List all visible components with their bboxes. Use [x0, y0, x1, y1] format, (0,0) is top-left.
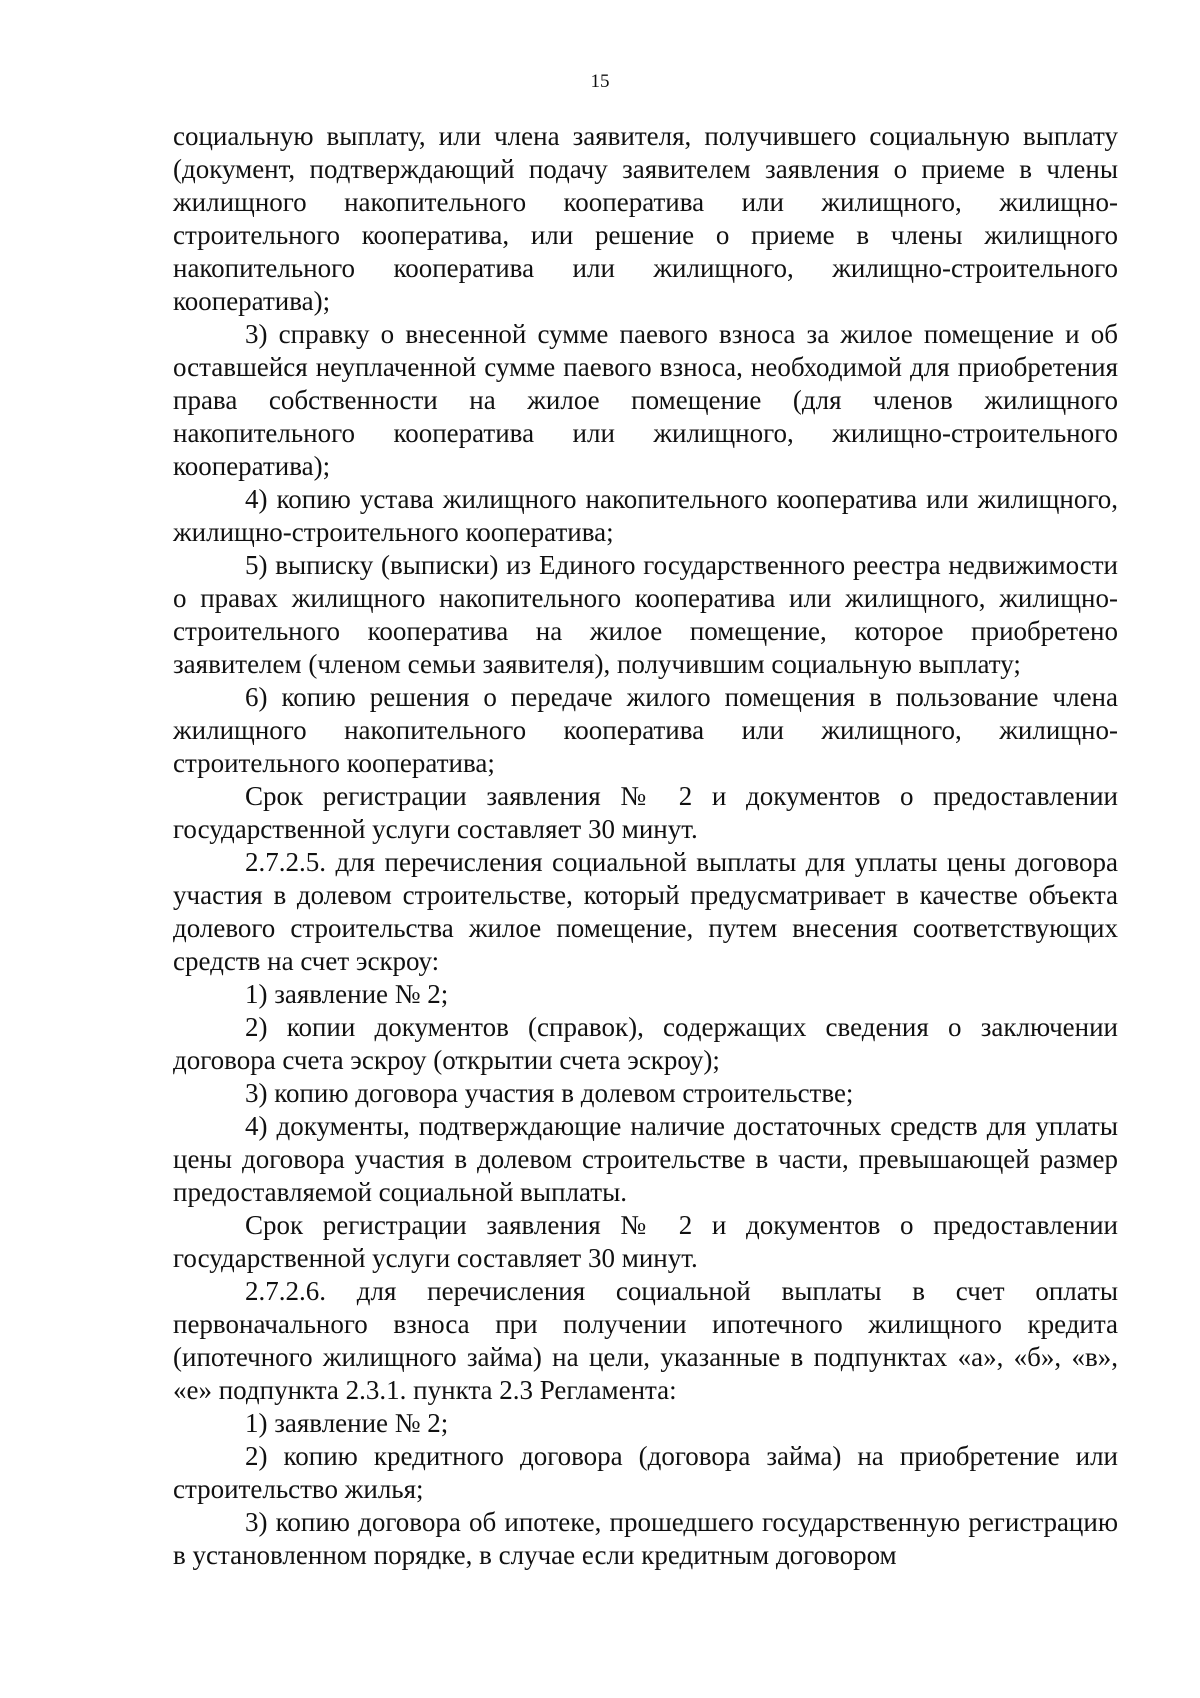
paragraph-list-item: 4) документы, подтверждающие наличие достаточных средств для уплаты цены договора участия в долевом строительстве в части, превышающей размер предоставляемой социальной выплаты. [173, 1111, 1118, 1207]
page-number: 15 [590, 71, 610, 92]
paragraph-continued: социальную выплату, или члена заявителя, получившего социальную выплату (документ, подтверждающий подачу заявителем заявления о приеме в члены жилищного накопительного кооператива или жилищного, жилищно-строительного кооператива, или решение о приеме в члены жилищного накопительного кооператива или жилищного, жилищно-строительного кооператива); [173, 121, 1118, 316]
paragraph-list-item: 2) копии документов (справок), содержащих сведения о заключении договора счета эскроу (открытии счета эскроу); [173, 1012, 1118, 1075]
paragraph-list-item: 1) заявление № 2; [245, 1408, 449, 1438]
paragraph-registration-term: Срок регистрации заявления № 2 и документов о предоставлении государственной услуги составляет 30 минут. [173, 781, 1118, 844]
paragraph-item-3: 3) справку о внесенной сумме паевого взноса за жилое помещение и об оставшейся неуплаченной сумме паевого взноса, необходимой для приобретения права собственности на жилое помещение (для членов жилищного накопительного кооператива или жилищного, жилищно-строительного кооператива); [173, 319, 1118, 481]
paragraph-section-2-7-2-6: 2.7.2.6. для перечисления социальной выплаты в счет оплаты первоначального взноса при получении ипотечного жилищного кредита (ипотечного жилищного займа) на цели, указанные в подпунктах «а», «б», «в», «е» подпункта 2.3.1. пункта 2.3 Регламента: [173, 1276, 1118, 1405]
paragraph-item-6: 6) копию решения о передаче жилого помещения в пользование члена жилищного накопительного кооператива или жилищного, жилищно-строительного кооператива; [173, 682, 1118, 778]
paragraph-list-item: 3) копию договора об ипотеке, прошедшего государственную регистрацию в установленном порядке, в случае если кредитным договором [173, 1507, 1118, 1570]
paragraph-item-5: 5) выписку (выписки) из Единого государственного реестра недвижимости о правах жилищного накопительного кооператива или жилищного, жилищно-строительного кооператива на жилое помещение, которое приобретено заявителем (членом семьи заявителя), получившим социальную выплату; [173, 550, 1118, 679]
paragraph-list-item: 3) копию договора участия в долевом строительстве; [245, 1078, 854, 1108]
paragraph-list-item: 2) копию кредитного договора (договора займа) на приобретение или строительство жилья; [173, 1441, 1118, 1504]
paragraph-list-item: 1) заявление № 2; [245, 979, 449, 1009]
paragraph-section-2-7-2-5: 2.7.2.5. для перечисления социальной выплаты для уплаты цены договора участия в долевом строительстве, который предусматривает в качестве объекта долевого строительства жилое помещение, путем внесения соответствующих средств на счет эскроу: [173, 847, 1118, 976]
document-body [173, 120, 1118, 1572]
paragraph-item-4: 4) копию устава жилищного накопительного кооператива или жилищного, жилищно-строительного кооператива; [173, 484, 1118, 547]
paragraph-registration-term: Срок регистрации заявления № 2 и документов о предоставлении государственной услуги составляет 30 минут. [173, 1210, 1118, 1273]
